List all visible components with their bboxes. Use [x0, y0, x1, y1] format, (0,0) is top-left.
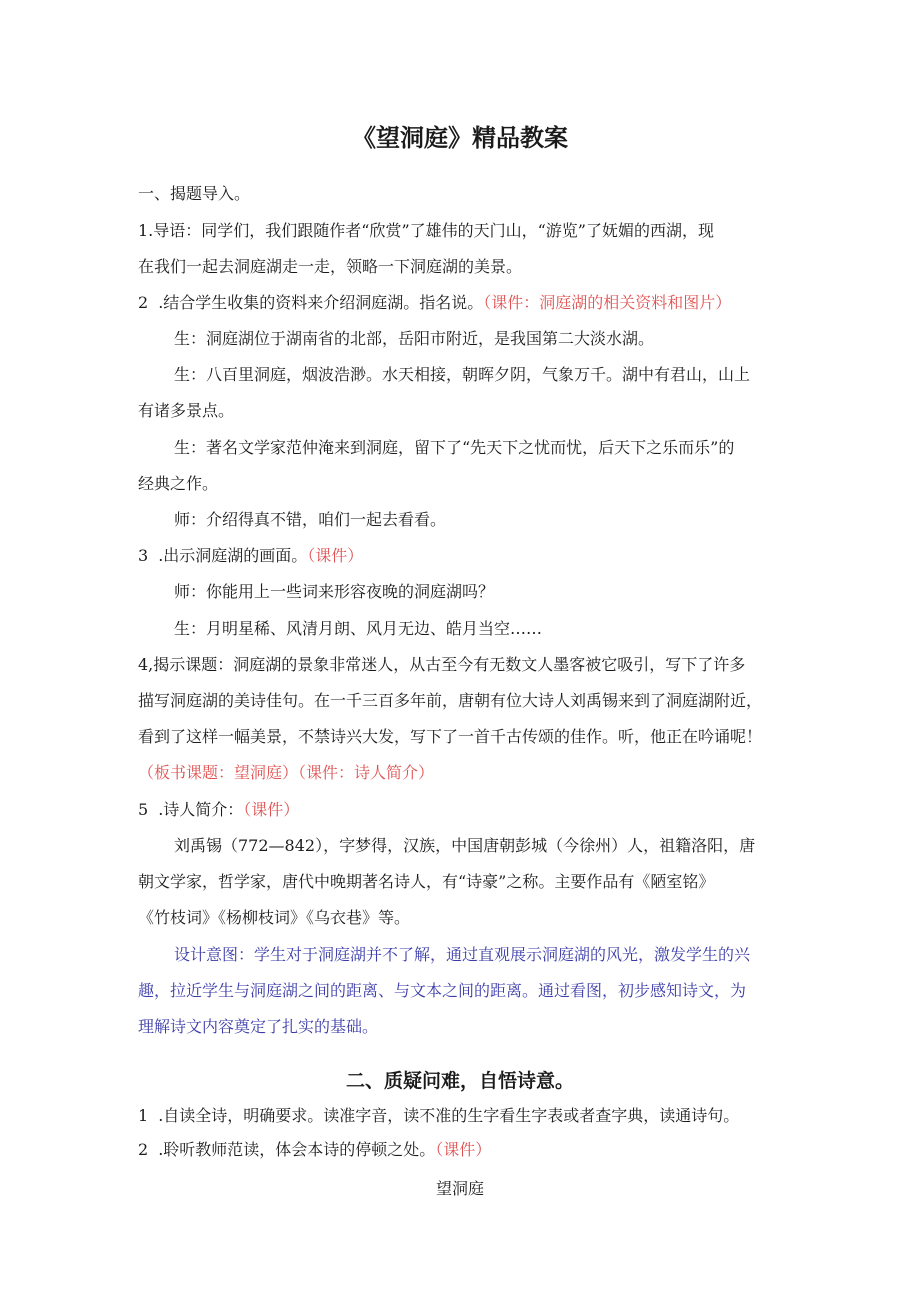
student-answer-4: 生：月明星稀、风清月朗、风月无边、皓月当空……: [174, 619, 543, 638]
design-intent-line-2: 趣，拉近学生与洞庭湖之间的距离、与文本之间的距离。通过看图，初步感知诗文，为: [138, 981, 747, 1000]
paragraph-number: 2: [138, 1140, 149, 1159]
student-answer-3-line-1: 生：著名文学家范仲淹来到洞庭，留下了“先天下之忧而忧，后天下之乐而乐”的: [174, 438, 735, 457]
section-2-paragraph-2: 2 .聆听教师范读，体会本诗的停顿之处。（课件）: [138, 1140, 492, 1159]
courseware-note: （课件）: [307, 546, 364, 565]
poet-bio-line-1: 刘禹锡（772—842），字梦得，汉族，中国唐朝彭城（今徐州）人，祖籍洛阳，唐: [174, 836, 756, 855]
teacher-line-2: 师：你能用上一些词来形容夜晚的洞庭湖吗？: [174, 582, 495, 601]
teacher-line-1: 师：介绍得真不错，咱们一起去看看。: [174, 510, 447, 529]
paragraph-1-line-2: 在我们一起去洞庭湖走一走，领略一下洞庭湖的美景。: [138, 257, 523, 276]
courseware-note: （课件：洞庭湖的相关资料和图片）: [483, 293, 732, 312]
paragraph-number: 2: [138, 293, 149, 312]
section-2-paragraph-1: 1 .自读全诗，明确要求。读准字音，读不准的生字看生字表或者查字典，读通诗句。: [138, 1106, 740, 1125]
courseware-note: （课件）: [243, 800, 300, 819]
design-intent-line-1: 设计意图：学生对于洞庭湖并不了解，通过直观展示洞庭湖的风光，激发学生的兴: [174, 945, 751, 964]
section-heading-1: 一、揭题导入。: [138, 184, 251, 203]
student-answer-1: 生：洞庭湖位于湖南省的北部，岳阳市附近，是我国第二大淡水湖。: [174, 329, 655, 348]
poet-bio-line-3: 《竹枝词》《杨柳枝词》《乌衣巷》等。: [138, 908, 411, 927]
paragraph-number: 1.: [138, 221, 154, 240]
paragraph-4-line-2: 描写洞庭湖的美诗佳句。在一千三百多年前，唐朝有位大诗人刘禹锡来到了洞庭湖附近，: [138, 691, 763, 710]
section-heading-2: 二、质疑问难，自悟诗意。: [345, 1070, 574, 1092]
paragraph-number: 5: [138, 800, 149, 819]
paragraph-1-line-1: 1.导语：同学们，我们跟随作者“欣赏”了雄伟的天门山，“游览”了妩媚的西湖，现: [138, 221, 714, 240]
paragraph-3: 3 .出示洞庭湖的画面。（课件）: [138, 546, 364, 565]
student-answer-2-line-2: 有诸多景点。: [138, 401, 235, 420]
poet-bio-line-2: 朝文学家，哲学家，唐代中晚期著名诗人，有“诗豪”之称。主要作品有《陋室铭》: [138, 872, 715, 891]
courseware-note: （课件）: [435, 1140, 492, 1159]
design-intent-line-3: 理解诗文内容奠定了扎实的基础。: [138, 1017, 379, 1036]
student-answer-3-line-2: 经典之作。: [138, 474, 219, 493]
paragraph-4-line-3: 看到了这样一幅美景，不禁诗兴大发，写下了一首千古传颂的佳作。听，他正在吟诵呢！: [138, 727, 763, 746]
paragraph-4-line-1: 4,揭示课题：洞庭湖的景象非常迷人，从古至今有无数文人墨客被它吸引，写下了许多: [138, 655, 746, 674]
poem-title: 望洞庭: [435, 1179, 484, 1198]
blackboard-note: （板书课题：望洞庭）（课件：诗人简介）: [138, 763, 435, 782]
paragraph-number: 3: [138, 546, 149, 565]
paragraph-number: 1: [138, 1106, 149, 1125]
paragraph-2: 2 .结合学生收集的资料来介绍洞庭湖。指名说。（课件：洞庭湖的相关资料和图片）: [138, 293, 732, 312]
paragraph-5: 5 .诗人简介：（课件）: [138, 800, 300, 819]
student-answer-2-line-1: 生：八百里洞庭，烟波浩渺。水天相接，朝晖夕阴，气象万千。湖中有君山，山上: [174, 365, 751, 384]
page-title: 《望洞庭》精品教案: [352, 124, 568, 152]
